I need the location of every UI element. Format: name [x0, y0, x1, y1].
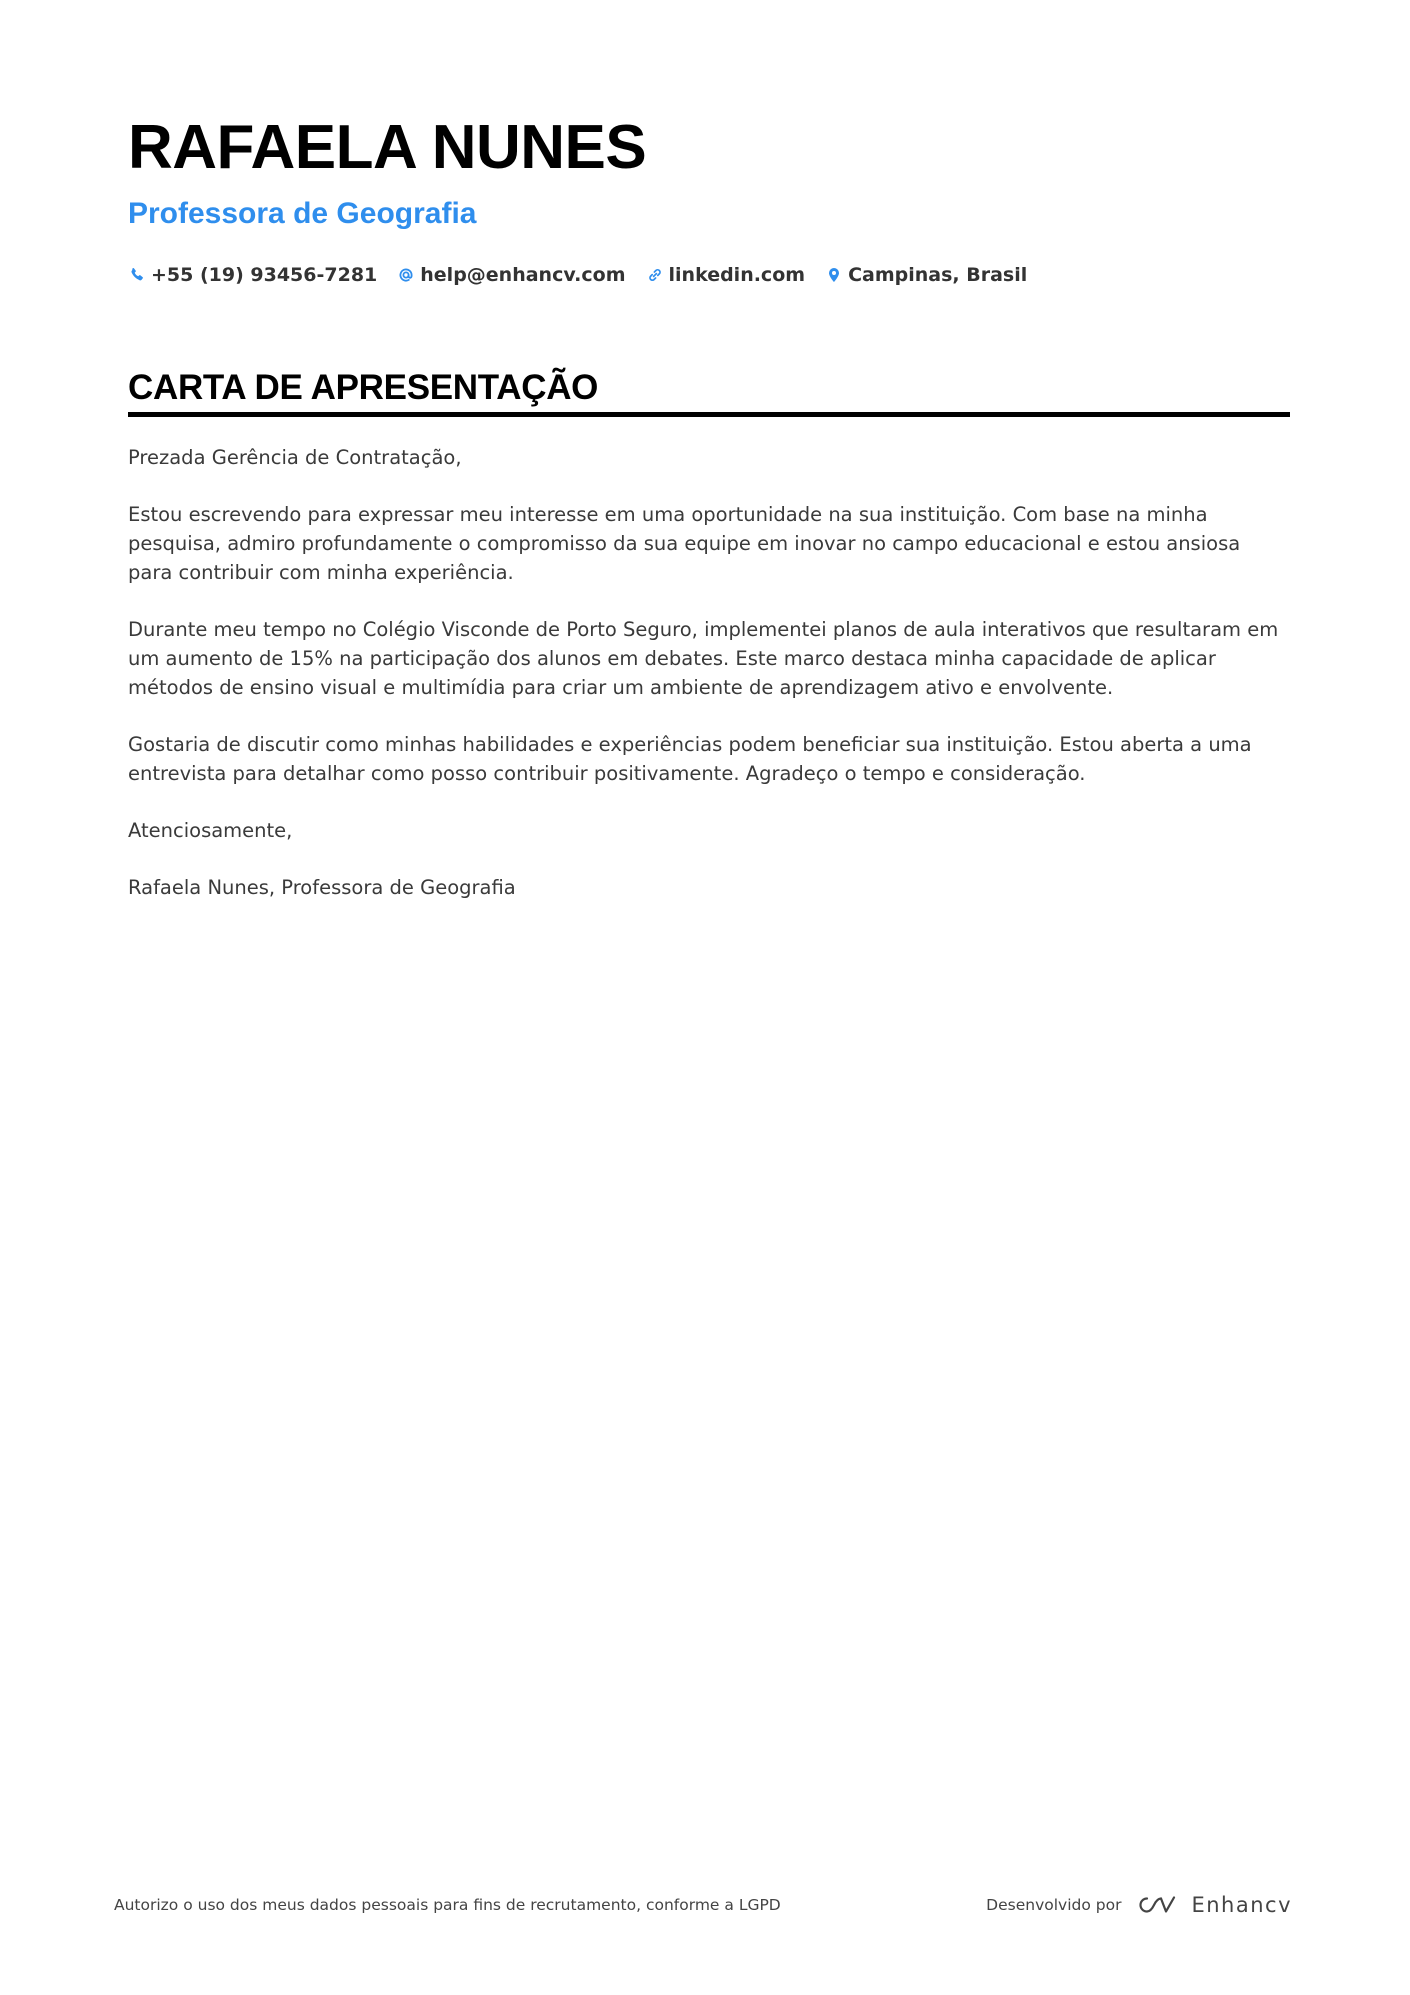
contact-linkedin[interactable] — [646, 264, 806, 286]
letter-closing: Atenciosamente, — [128, 819, 293, 842]
powered-by[interactable] — [986, 1893, 1292, 1917]
contact-email-text[interactable]: help@enhancv.com — [420, 264, 626, 286]
enhancv-logo-icon — [1133, 1893, 1179, 1917]
header — [128, 108, 1288, 290]
consent-note: Autorizo o uso dos meus dados pessoais para fins de recrutamento, conforme a LGPD — [114, 1896, 781, 1914]
contact-phone — [128, 264, 377, 286]
at-icon — [397, 266, 415, 284]
candidate-name: RAFAELA NUNES — [128, 113, 647, 182]
section-title: CARTA DE APRESENTAÇÃO — [128, 368, 599, 407]
contact-phone-text: +55 (19) 93456-7281 — [151, 264, 378, 286]
letter-paragraph: Durante meu tempo no Colégio Visconde de Porto Seguro, implementei planos de aula interativos que resultaram em um aumento de 15% na participação dos alunos em debates. Este marco destaca minha capacidade de aplicar métodos de ensino visual e multimídia para criar um ambiente de aprendizagem ativo e envolvente. — [128, 618, 1279, 699]
letter-paragraph: Gostaria de discutir como minhas habilidades e experiências podem beneficiar sua instituição. Estou aberta a uma entrevista para detalhar como posso contribuir positivamente. Agradeço o tempo e consideração. — [128, 733, 1252, 785]
contact-location — [825, 264, 1027, 286]
phone-icon — [128, 266, 146, 284]
letter-paragraph: Estou escrevendo para expressar meu interesse em uma oportunidade na sua instituição. Com base na minha pesquisa, admiro profundamente o compromisso da sua equipe em inovar no campo educacional e estou ansiosa para contribuir com minha experiência. — [128, 503, 1241, 584]
enhancv-wordmark: Enhancv — [1191, 1893, 1292, 1917]
link-icon — [646, 266, 664, 284]
location-pin-icon — [825, 266, 843, 284]
contact-location-text: Campinas, Brasil — [848, 264, 1028, 286]
candidate-title: Professora de Geografia — [128, 197, 477, 230]
footer — [114, 1890, 1292, 1920]
contact-linkedin-text[interactable]: linkedin.com — [668, 264, 806, 286]
letter-signature: Rafaela Nunes, Professora de Geografia — [128, 876, 516, 899]
contact-email[interactable] — [397, 264, 625, 286]
contact-bar — [128, 260, 1288, 290]
powered-by-label: Desenvolvido por — [986, 1896, 1122, 1914]
cover-letter-section — [128, 366, 1290, 930]
letter-greeting: Prezada Gerência de Contratação, — [128, 446, 462, 469]
letter-body — [128, 443, 1290, 902]
section-divider — [128, 412, 1290, 417]
